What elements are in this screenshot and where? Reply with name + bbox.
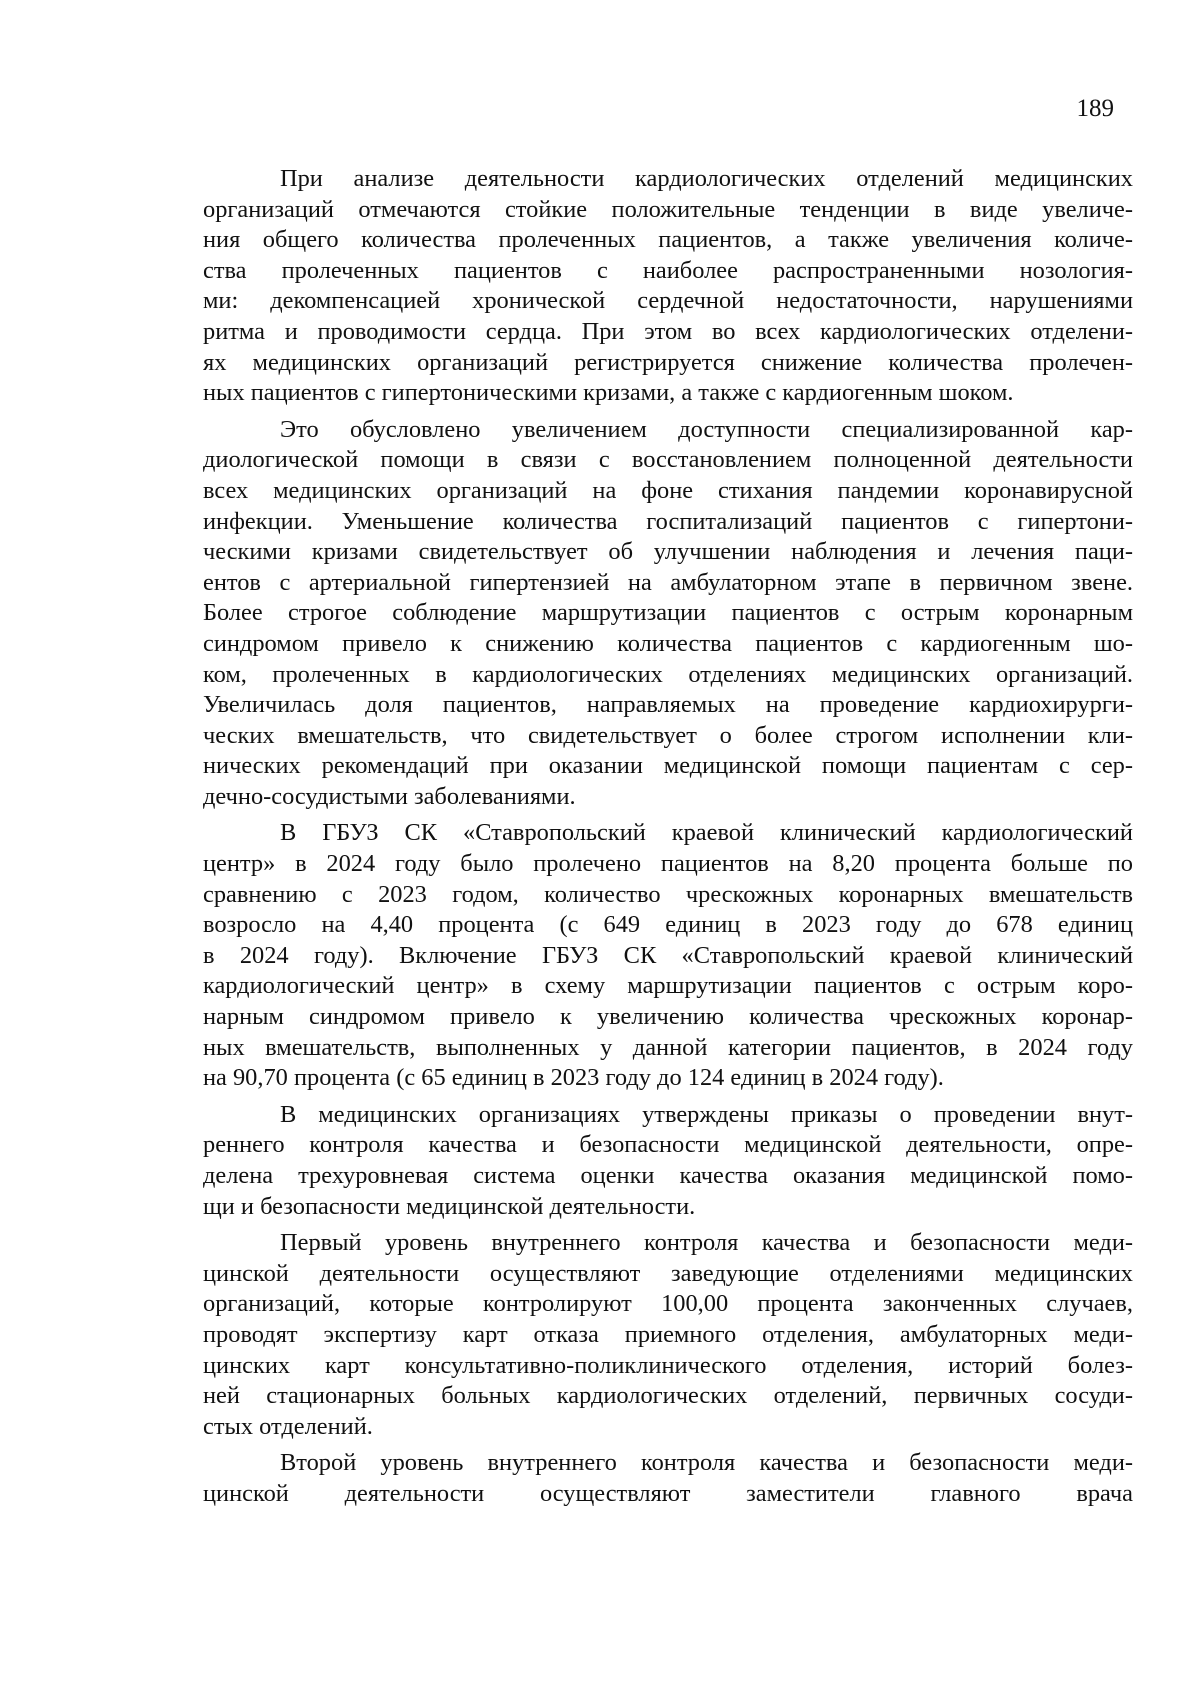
text-line: ях медицинских организаций регистрируется снижение количества пролечен- (203, 348, 1133, 376)
text-line: Увеличилась доля пациентов, направляемых на проведение кардиохирурги- (203, 691, 1133, 719)
text-line: проводят экспертизу карт отказа приемного отделения, амбулаторных меди- (203, 1320, 1133, 1348)
text-line: диологической помощи в связи с восстановлением полноценной деятельности (203, 446, 1133, 474)
text-line: центр» в 2024 году было пролечено пациентов на 8,20 процента больше по (203, 850, 1133, 878)
text-line: ных вмешательств, выполненных у данной категории пациентов, в 2024 году (203, 1033, 1133, 1061)
text-line: делена трехуровневая система оценки качества оказания медицинской помо- (203, 1162, 1133, 1189)
text-line: организаций, которые контролируют 100,00 процента законченных случаев, (203, 1290, 1133, 1318)
text-line: нарным синдромом привело к увеличению количества чрескожных коронар- (203, 1003, 1133, 1031)
text-line: кардиологический центр» в схему маршрутизации пациентов с острым коро- (203, 972, 1133, 1000)
text-line: цинской деятельности осуществляют заведующие отделениями медицинских (203, 1259, 1133, 1287)
paragraph (203, 1448, 1133, 1509)
text-line: ния общего количества пролеченных пациентов, а также увеличения количе- (203, 226, 1133, 254)
text-line: ней стационарных больных кардиологических отделений, первичных сосуди- (203, 1382, 1133, 1410)
text-line: Второй уровень внутреннего контроля качества и безопасности меди- (280, 1449, 1133, 1477)
text-line: инфекции. Уменьшение количества госпитализаций пациентов с гипертони- (203, 507, 1133, 535)
text-line: щи и безопасности медицинской деятельности. (203, 1192, 696, 1220)
text-line: ком, пролеченных в кардиологических отделениях медицинских организаций. (203, 660, 1133, 688)
text-line: стых отделений. (203, 1412, 373, 1440)
text-line: ческими кризами свидетельствует об улучшении наблюдения и лечения паци- (203, 538, 1133, 566)
paragraph (203, 415, 1133, 813)
text-line: ентов с артериальной гипертензией на амбулаторном этапе в первичном звене. (203, 568, 1133, 596)
text-line: возросло на 4,40 процента (с 649 единиц в 2023 году до 678 единиц (203, 911, 1133, 939)
text-line: сравнению с 2023 годом, количество чрескожных коронарных вмешательств (203, 880, 1133, 908)
text-line: всех медицинских организаций на фоне стихания пандемии коронавирусной (203, 476, 1133, 504)
text-line: Первый уровень внутреннего контроля качества и безопасности меди- (280, 1229, 1133, 1257)
text-line: ритма и проводимости сердца. При этом во всех кардиологических отделени- (203, 317, 1133, 345)
paragraph (203, 1228, 1133, 1442)
text-line: ми: декомпенсацией хронической сердечной недостаточности, нарушениями (203, 287, 1133, 315)
text-line: Это обусловлено увеличением доступности специализированной кар- (280, 415, 1133, 443)
text-line: ства пролеченных пациентов с наиболее распространенными нозология- (203, 256, 1133, 284)
text-line: дечно-сосудистыми заболеваниями. (203, 782, 576, 810)
text-line: организаций отмечаются стойкие положительные тенденции в виде увеличе- (203, 195, 1133, 223)
text-line: на 90,70 процента (с 65 единиц в 2023 году до 124 единиц в 2024 году). (203, 1064, 944, 1092)
text-line: цинской деятельности осуществляют заместители главного врача (203, 1479, 1133, 1507)
text-line: При анализе деятельности кардиологических отделений медицинских (280, 165, 1133, 192)
text-line: синдромом привело к снижению количества пациентов с кардиогенным шо- (203, 629, 1133, 657)
text-line: Более строгое соблюдение маршрутизации пациентов с острым коронарным (203, 599, 1133, 627)
page-number: 189 (1076, 95, 1114, 122)
text-line: В ГБУЗ СК «Ставропольский краевой клинический кардиологический (280, 819, 1133, 847)
text-line: нических рекомендаций при оказании медицинской помощи пациентам с сер- (203, 752, 1133, 780)
body-text (203, 164, 1133, 1510)
text-line: реннего контроля качества и безопасности медицинской деятельности, опре- (203, 1131, 1133, 1159)
text-line: ных пациентов с гипертоническими кризами, а также с кардиогенным шоком. (203, 379, 1014, 407)
paragraph (203, 1100, 1133, 1222)
text-line: В медицинских организациях утверждены приказы о проведении внут- (280, 1100, 1133, 1128)
paragraph (203, 164, 1133, 409)
text-line: ческих вмешательств, что свидетельствует о более строгом исполнении кли- (203, 721, 1133, 749)
text-line: в 2024 году). Включение ГБУЗ СК «Ставропольский краевой клинический (203, 941, 1133, 969)
paragraph (203, 818, 1133, 1093)
text-line: цинских карт консультативно-поликлинического отделения, историй болез- (203, 1351, 1133, 1379)
